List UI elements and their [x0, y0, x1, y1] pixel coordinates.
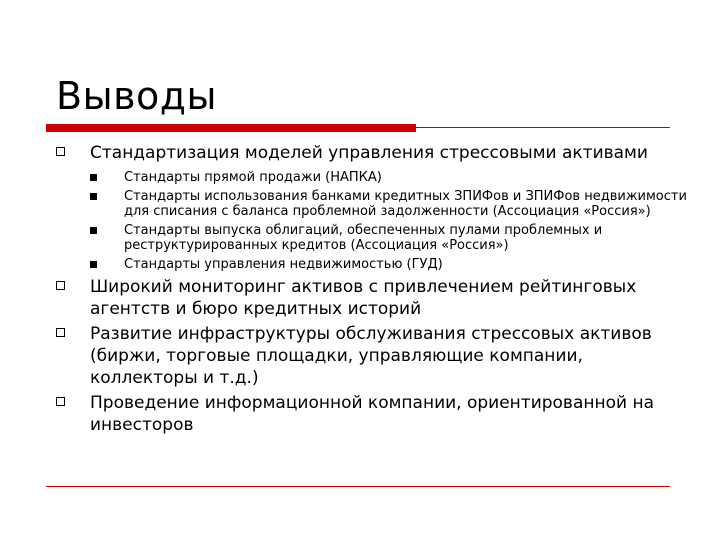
- bullet-list: [52, 142, 692, 439]
- hollow-square-bullet-icon: [56, 147, 65, 156]
- sub-bullet-item: [90, 170, 692, 186]
- filled-square-bullet-icon: [90, 261, 97, 268]
- sub-bullet-text: Стандарты использования банками кредитных ЗПИФов и ЗПИФов недвижимости для списания с баланса проблемной задолженности (Ассоциация «Россия»): [124, 188, 687, 219]
- slide-title: Выводы: [56, 74, 217, 118]
- bullet-text: Стандартизация моделей управления стрессовыми активами: [90, 143, 648, 163]
- filled-square-bullet-icon: [90, 174, 97, 181]
- bullet-item: [52, 276, 692, 320]
- bullet-item: [52, 142, 692, 272]
- bullet-text: Проведение информационной компании, ориентированной на инвесторов: [90, 393, 654, 435]
- title-underline: [46, 124, 670, 132]
- title-underline-thin: [416, 127, 670, 128]
- bullet-item: [52, 392, 692, 436]
- sub-bullet-item: [90, 223, 692, 254]
- sub-bullet-text: Стандарты выпуска облигаций, обеспеченных пулами проблемных и реструктурированных кредитов (Ассоциация «Россия»): [124, 222, 603, 253]
- bullet-text: Развитие инфраструктуры обслуживания стрессовых активов (биржи, торговые площадки, управляющие компании, коллекторы и т.д.): [90, 324, 652, 388]
- filled-square-bullet-icon: [90, 227, 97, 234]
- sub-bullet-text: Стандарты прямой продажи (НАПКА): [124, 170, 382, 185]
- sub-bullet-list: [90, 170, 692, 272]
- bullet-item: [52, 323, 692, 389]
- hollow-square-bullet-icon: [56, 397, 65, 406]
- bottom-divider: [46, 486, 670, 487]
- hollow-square-bullet-icon: [56, 281, 65, 290]
- bullet-text: Широкий мониторинг активов с привлечением рейтинговых агентств и бюро кредитных историй: [90, 277, 637, 319]
- sub-bullet-item: [90, 189, 692, 220]
- filled-square-bullet-icon: [90, 193, 97, 200]
- hollow-square-bullet-icon: [56, 328, 65, 337]
- sub-bullet-text: Стандарты управления недвижимостью (ГУД): [124, 256, 443, 272]
- sub-bullet-item: [90, 257, 692, 273]
- title-underline-thick: [46, 124, 416, 132]
